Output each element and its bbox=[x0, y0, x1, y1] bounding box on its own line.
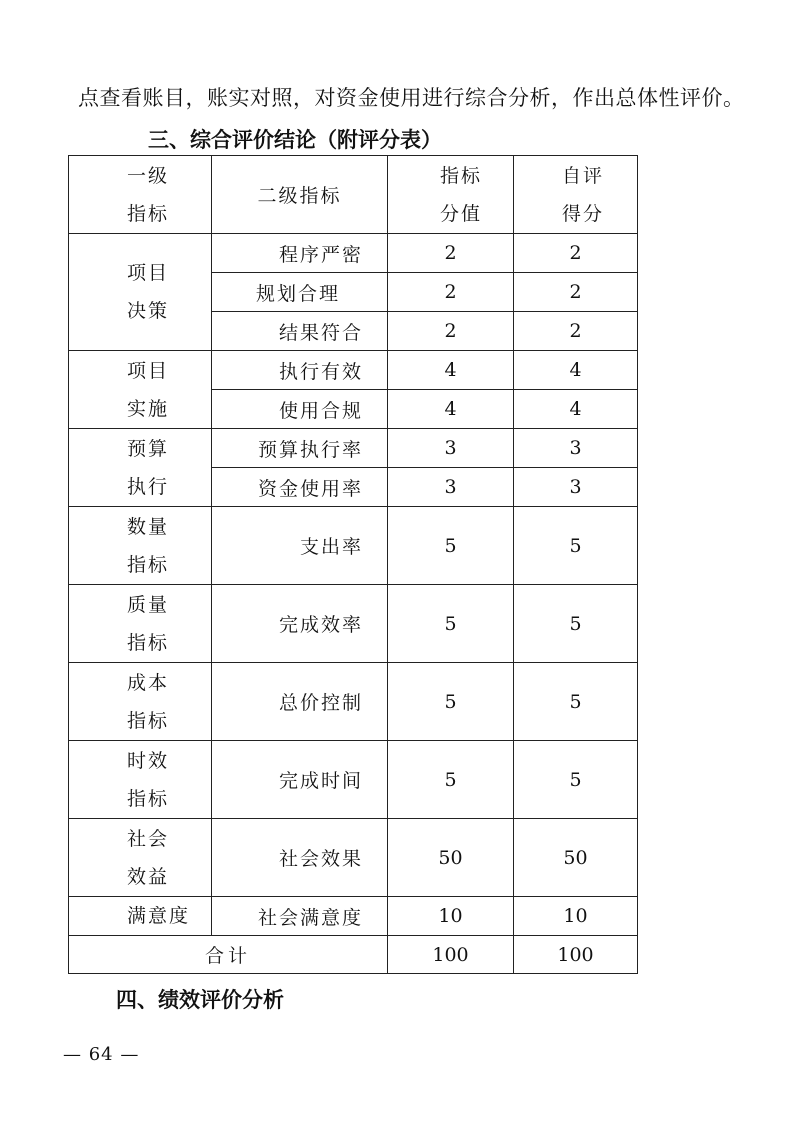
self-score-cell: 50 bbox=[514, 819, 638, 897]
level1-cell: 项目决策 bbox=[69, 234, 212, 351]
self-score-cell: 4 bbox=[514, 390, 638, 429]
max-score-cell: 2 bbox=[388, 312, 514, 351]
level1-cell: 满意度 bbox=[69, 897, 212, 936]
max-score-cell: 10 bbox=[388, 897, 514, 936]
max-score-cell: 5 bbox=[388, 507, 514, 585]
max-score-cell: 5 bbox=[388, 741, 514, 819]
level2-cell: 完成时间 bbox=[212, 741, 388, 819]
self-score-cell: 4 bbox=[514, 351, 638, 390]
self-score-cell: 2 bbox=[514, 234, 638, 273]
max-score-cell: 50 bbox=[388, 819, 514, 897]
level2-cell: 社会效果 bbox=[212, 819, 388, 897]
max-score-cell: 2 bbox=[388, 273, 514, 312]
table-row bbox=[69, 585, 638, 663]
total-max-score: 100 bbox=[388, 936, 514, 974]
self-score-cell: 3 bbox=[514, 429, 638, 468]
level1-cell: 数量指标 bbox=[69, 507, 212, 585]
table-row bbox=[69, 897, 638, 936]
self-score-cell: 10 bbox=[514, 897, 638, 936]
level2-cell: 规划合理 bbox=[212, 273, 388, 312]
section-4-title: 四、绩效评价分析 bbox=[116, 988, 284, 1012]
self-score-cell: 3 bbox=[514, 468, 638, 507]
table-row bbox=[69, 351, 638, 390]
level2-cell: 完成效率 bbox=[212, 585, 388, 663]
self-score-cell: 5 bbox=[514, 585, 638, 663]
level1-cell: 时效指标 bbox=[69, 741, 212, 819]
header-level1: 一级指标 bbox=[69, 156, 212, 234]
max-score-cell: 4 bbox=[388, 351, 514, 390]
section-3-title: 三、综合评价结论（附评分表） bbox=[148, 128, 442, 152]
level2-cell: 程序严密 bbox=[212, 234, 388, 273]
level2-cell: 执行有效 bbox=[212, 351, 388, 390]
max-score-cell: 5 bbox=[388, 585, 514, 663]
max-score-cell: 5 bbox=[388, 663, 514, 741]
intro-paragraph: 点查看账目，账实对照，对资金使用进行综合分析，作出总体性评价。 bbox=[78, 86, 745, 110]
table-row bbox=[69, 741, 638, 819]
self-score-cell: 5 bbox=[514, 507, 638, 585]
level1-cell: 社会效益 bbox=[69, 819, 212, 897]
table-row bbox=[69, 663, 638, 741]
table-header-row bbox=[69, 156, 638, 234]
level2-cell: 资金使用率 bbox=[212, 468, 388, 507]
level1-cell: 成本指标 bbox=[69, 663, 212, 741]
max-score-cell: 3 bbox=[388, 468, 514, 507]
page-number: — 64 — bbox=[63, 1044, 140, 1065]
max-score-cell: 2 bbox=[388, 234, 514, 273]
total-label: 合计 bbox=[69, 936, 388, 974]
header-self-score: 自评得分 bbox=[514, 156, 638, 234]
level1-cell: 预算执行 bbox=[69, 429, 212, 507]
max-score-cell: 3 bbox=[388, 429, 514, 468]
level2-cell: 使用合规 bbox=[212, 390, 388, 429]
table-row bbox=[69, 234, 638, 273]
evaluation-score-table bbox=[68, 155, 638, 974]
level2-cell: 预算执行率 bbox=[212, 429, 388, 468]
header-max-score: 指标分值 bbox=[388, 156, 514, 234]
level2-cell: 社会满意度 bbox=[212, 897, 388, 936]
self-score-cell: 5 bbox=[514, 741, 638, 819]
table-row bbox=[69, 819, 638, 897]
table-total-row bbox=[69, 936, 638, 974]
level1-cell: 项目实施 bbox=[69, 351, 212, 429]
self-score-cell: 2 bbox=[514, 312, 638, 351]
level2-cell: 支出率 bbox=[212, 507, 388, 585]
level2-cell: 总价控制 bbox=[212, 663, 388, 741]
level2-cell: 结果符合 bbox=[212, 312, 388, 351]
self-score-cell: 2 bbox=[514, 273, 638, 312]
max-score-cell: 4 bbox=[388, 390, 514, 429]
header-level2: 二级指标 bbox=[212, 156, 388, 234]
level1-cell: 质量指标 bbox=[69, 585, 212, 663]
total-self-score: 100 bbox=[514, 936, 638, 974]
table-row bbox=[69, 429, 638, 468]
self-score-cell: 5 bbox=[514, 663, 638, 741]
table-row bbox=[69, 507, 638, 585]
